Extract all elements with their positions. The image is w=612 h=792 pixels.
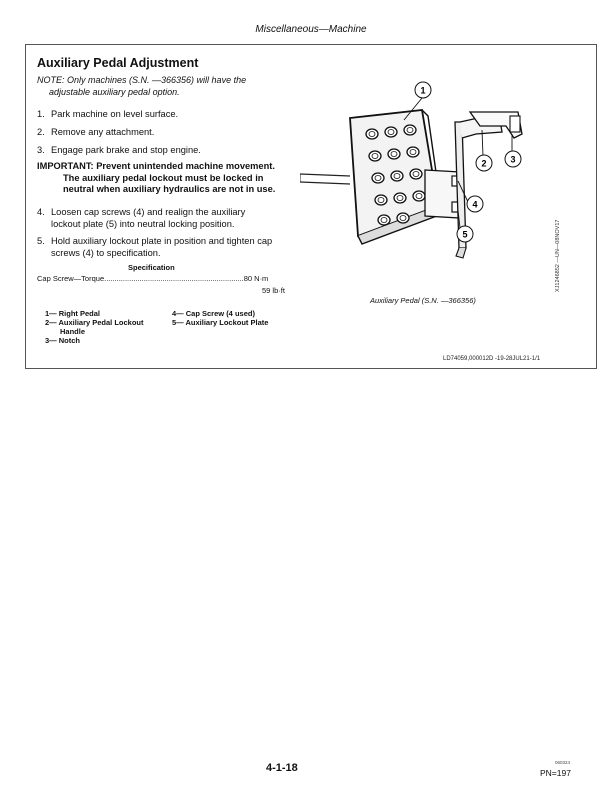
step-number: 3. (37, 145, 45, 155)
spec-row-torque: Cap Screw—Torque...................................................................80 N·m (37, 274, 269, 283)
step-text: Hold auxiliary lockout plate in position and tighten cap (51, 236, 273, 246)
step-text-2: lockout plate (5) into neutral locking position. (51, 219, 235, 229)
important-line-2: The auxiliary pedal lockout must be locked in (63, 172, 264, 183)
spec-heading: Specification (128, 263, 175, 272)
step-text: Remove any attachment. (51, 127, 155, 137)
step-text: Engage park brake and stop engine. (51, 145, 201, 155)
document-id: LD74059,000012D -19-28JUL21-1/1 (443, 356, 541, 362)
legend-left (45, 309, 144, 345)
important-line-3: neutral when auxiliary hydraulics are not in use. (63, 184, 276, 194)
svg-text:3: 3 (510, 154, 516, 165)
callout-4 (467, 196, 483, 212)
legend-item: 5— Auxiliary Lockout Plate (172, 318, 269, 327)
page-header: Miscellaneous—Machine (255, 24, 367, 35)
step-number: 5. (37, 236, 45, 246)
section-title: Auxiliary Pedal Adjustment (37, 56, 199, 70)
step-number: 2. (37, 127, 45, 137)
svg-text:2: 2 (481, 158, 487, 169)
pn-number: PN=197 (540, 768, 571, 778)
svg-text:4: 4 (472, 199, 478, 210)
notch (510, 116, 520, 132)
auxiliary-pedal-illustration (300, 78, 545, 293)
note (37, 74, 287, 98)
callout-1 (415, 82, 431, 98)
figure-caption: Auxiliary Pedal (S.N. —366356) (370, 296, 476, 305)
footer-small-code: 060324 (555, 760, 571, 765)
legend-right (172, 309, 268, 327)
spec-row-torque-imperial: 59 lb·ft (262, 286, 285, 295)
important-notice (37, 161, 299, 196)
shaft-line (300, 174, 350, 176)
legend-item: 1— Right Pedal (45, 309, 101, 318)
step-text: Park machine on level surface. (51, 109, 179, 119)
step-number: 1. (37, 109, 45, 119)
shaft-line (300, 182, 350, 184)
note-line-1: NOTE: Only machines (S.N. —366356) will have the (37, 75, 247, 85)
note-line-2: adjustable auxiliary pedal option. (49, 87, 180, 97)
svg-text:5: 5 (462, 229, 468, 240)
step-text: Loosen cap screws (4) and realign the auxiliary (51, 207, 246, 217)
legend-item: Handle (60, 327, 86, 336)
handle-foot (456, 248, 466, 258)
page-number: 4-1-18 (266, 762, 298, 774)
legend-item: 2— Auxiliary Pedal Lockout (45, 318, 144, 327)
callout-5 (457, 226, 473, 242)
callout-2 (476, 155, 492, 171)
step-number: 4. (37, 207, 45, 217)
step-text-2: screws (4) to specification. (51, 248, 161, 258)
svg-text:1: 1 (420, 85, 426, 96)
callout-3 (505, 151, 521, 167)
figure-side-code: XJ1246852 —UN—08NOV17 (555, 219, 561, 292)
important-line-1: IMPORTANT: Prevent unintended machine movement. (37, 161, 275, 171)
legend-item: 4— Cap Screw (4 used) (172, 309, 255, 318)
legend-item: 3— Notch (45, 336, 81, 345)
